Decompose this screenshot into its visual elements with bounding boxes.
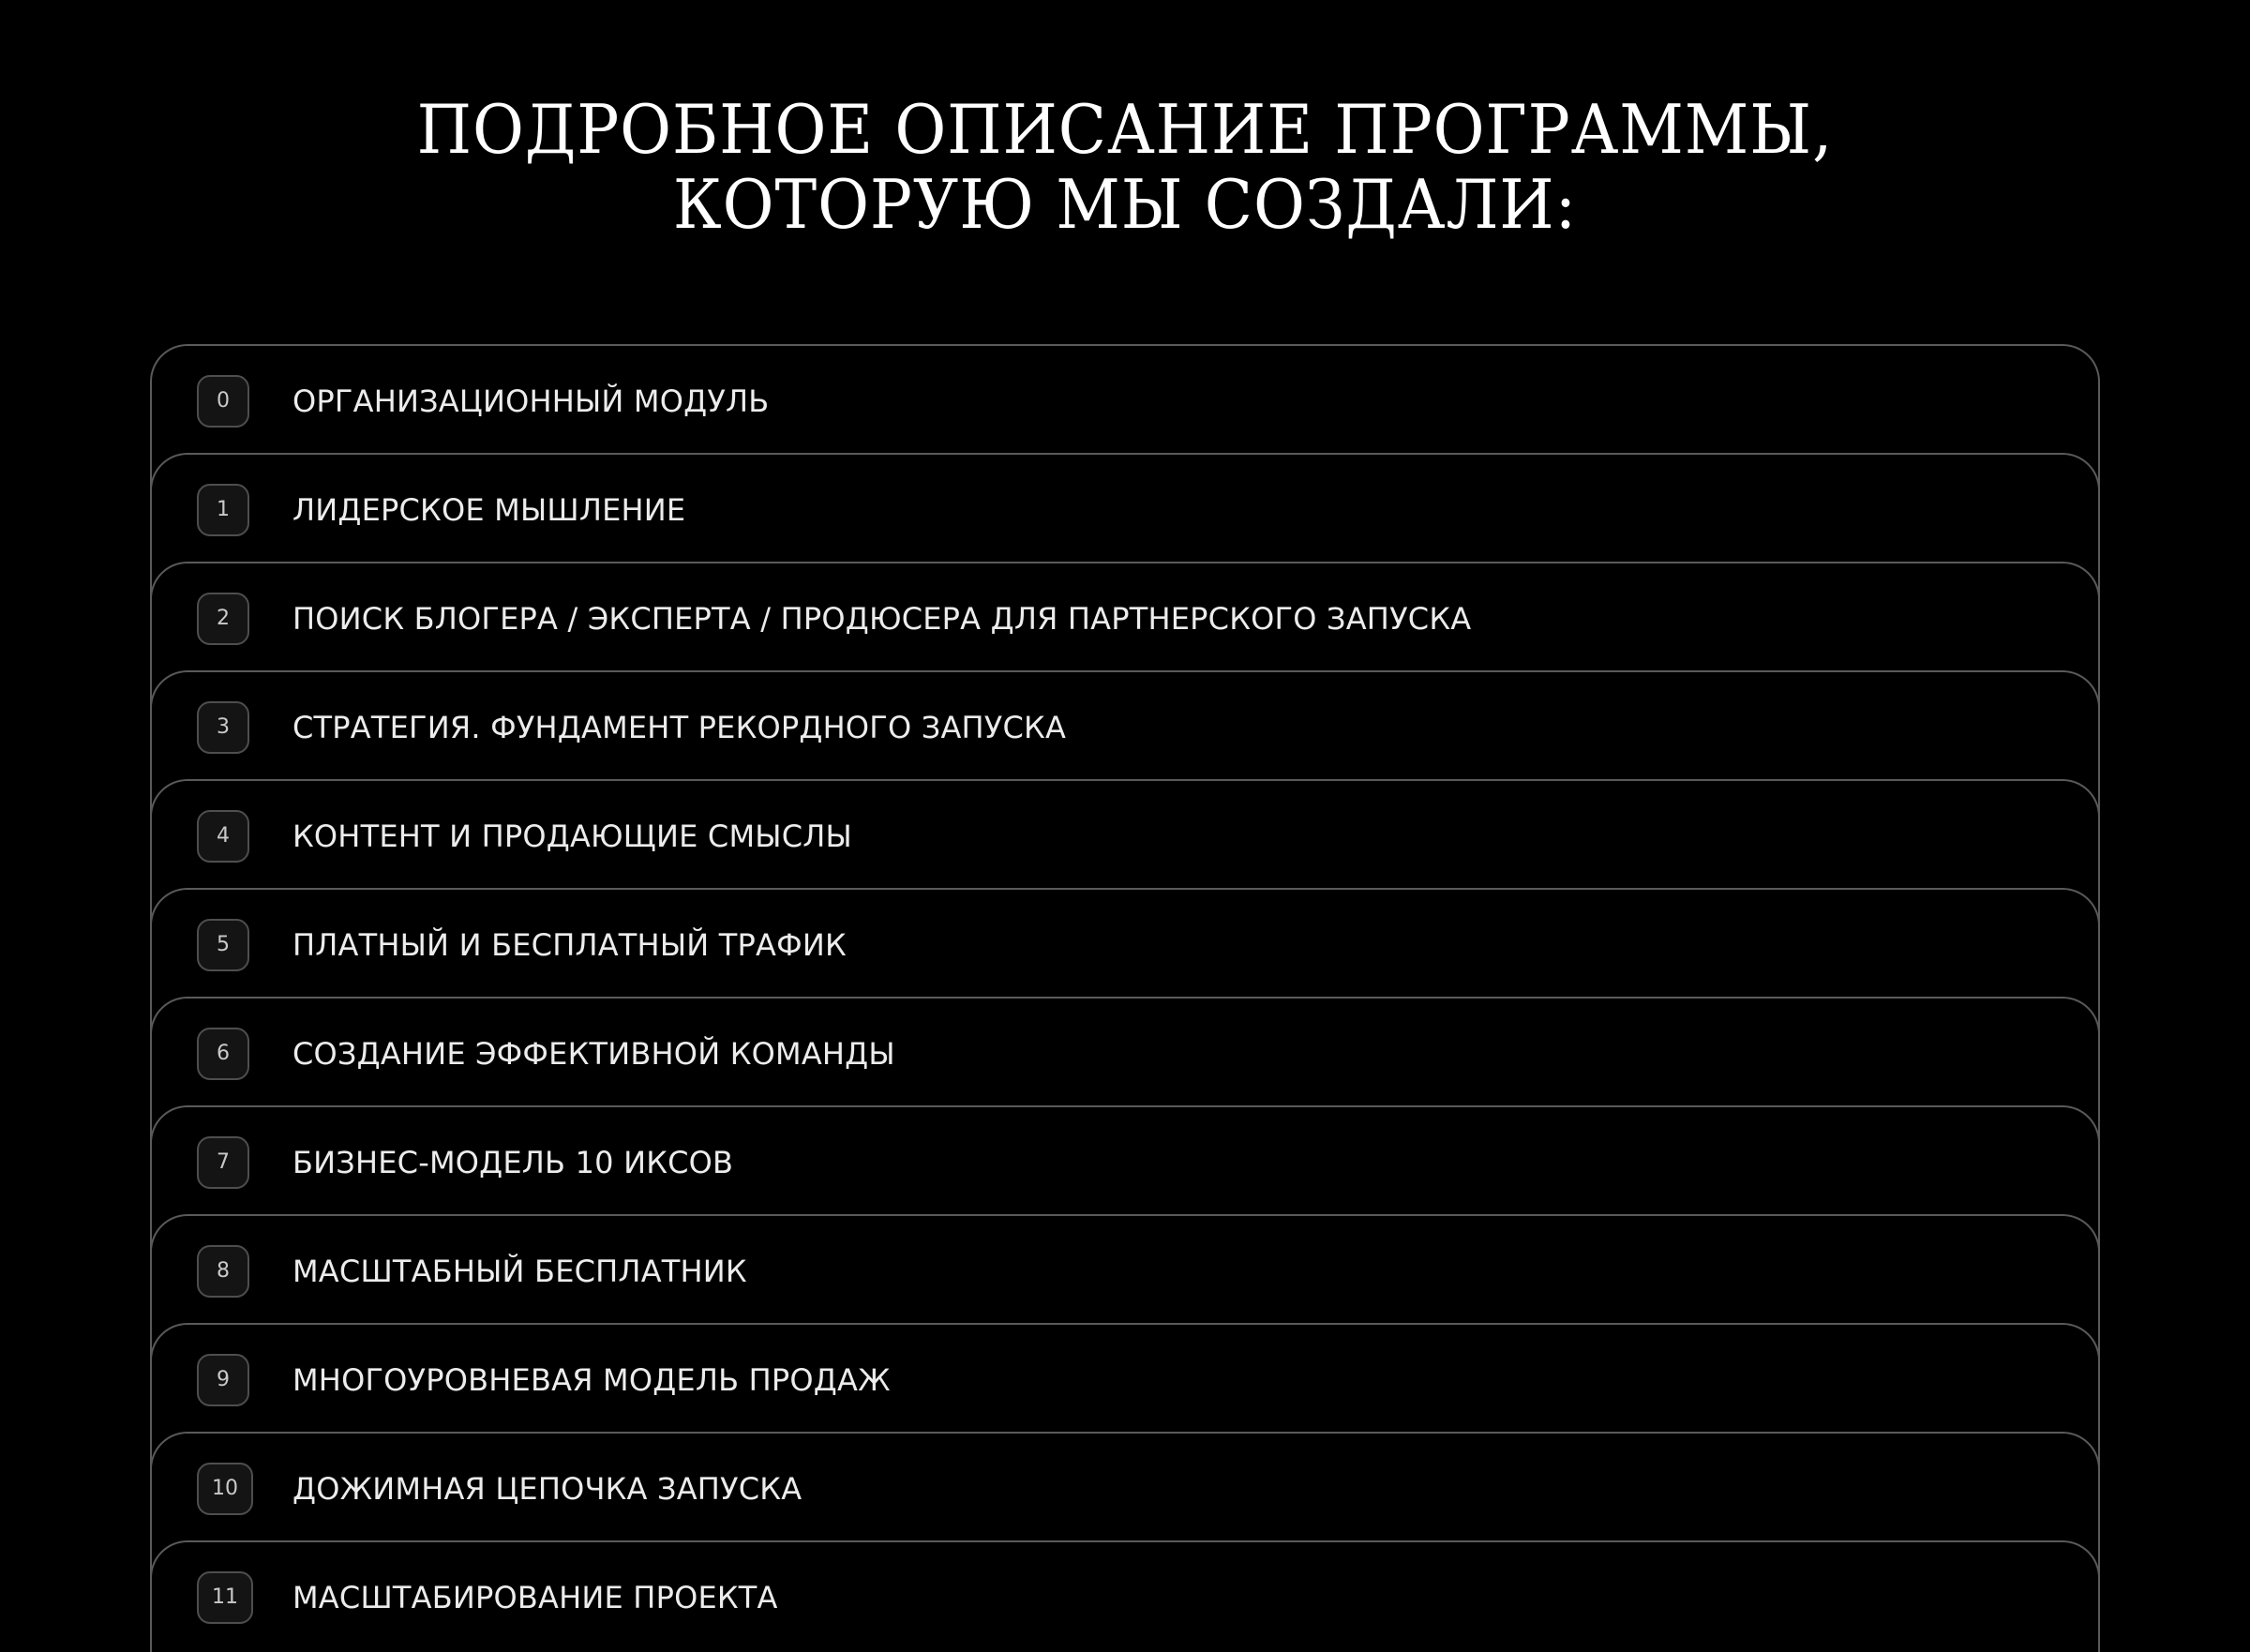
module-title: СОЗДАНИЕ ЭФФЕКТИВНОЙ КОМАНДЫ [292, 1036, 895, 1072]
module-number-badge: 6 [197, 1028, 249, 1080]
page-title [0, 92, 2250, 242]
module-number-badge: 4 [197, 810, 249, 863]
module-number-badge: 7 [197, 1136, 249, 1189]
module-title: ПОИСК БЛОГЕРА / ЭКСПЕРТА / ПРОДЮСЕРА ДЛЯ ПАРТНЕРСКОГО ЗАПУСКА [292, 601, 1472, 637]
module-title: СТРАТЕГИЯ. ФУНДАМЕНТ РЕКОРДНОГО ЗАПУСКА [292, 710, 1067, 745]
page-title-line-2: КОТОРУЮ МЫ СОЗДАЛИ: [672, 165, 1578, 244]
module-number-badge: 10 [197, 1463, 253, 1515]
module-title: БИЗНЕС-МОДЕЛЬ 10 ИКСОВ [292, 1145, 734, 1180]
module-number-badge: 2 [197, 593, 249, 645]
module-title: МАСШТАБИРОВАНИЕ ПРОЕКТА [292, 1580, 778, 1615]
module-title: ДОЖИМНАЯ ЦЕПОЧКА ЗАПУСКА [292, 1471, 802, 1507]
module-item-11[interactable] [150, 1540, 2100, 1652]
module-title: КОНТЕНТ И ПРОДАЮЩИЕ СМЫСЛЫ [292, 818, 852, 854]
page-title-line-1: ПОДРОБНОЕ ОПИСАНИЕ ПРОГРАММЫ, [416, 90, 1834, 169]
module-number-badge: 1 [197, 484, 249, 536]
module-title: ОРГАНИЗАЦИОННЫЙ МОДУЛЬ [292, 383, 770, 419]
module-title: МНОГОУРОВНЕВАЯ МОДЕЛЬ ПРОДАЖ [292, 1362, 891, 1398]
module-number-badge: 3 [197, 701, 249, 754]
module-number-badge: 9 [197, 1354, 249, 1406]
module-title: МАСШТАБНЫЙ БЕСПЛАТНИК [292, 1254, 747, 1289]
module-title: ПЛАТНЫЙ И БЕСПЛАТНЫЙ ТРАФИК [292, 927, 847, 963]
module-number-badge: 8 [197, 1245, 249, 1298]
program-modules-list [150, 344, 2100, 1652]
module-title: ЛИДЕРСКОЕ МЫШЛЕНИЕ [292, 492, 686, 528]
module-number-badge: 11 [197, 1571, 253, 1624]
module-number-badge: 0 [197, 375, 249, 428]
module-number-badge: 5 [197, 919, 249, 971]
